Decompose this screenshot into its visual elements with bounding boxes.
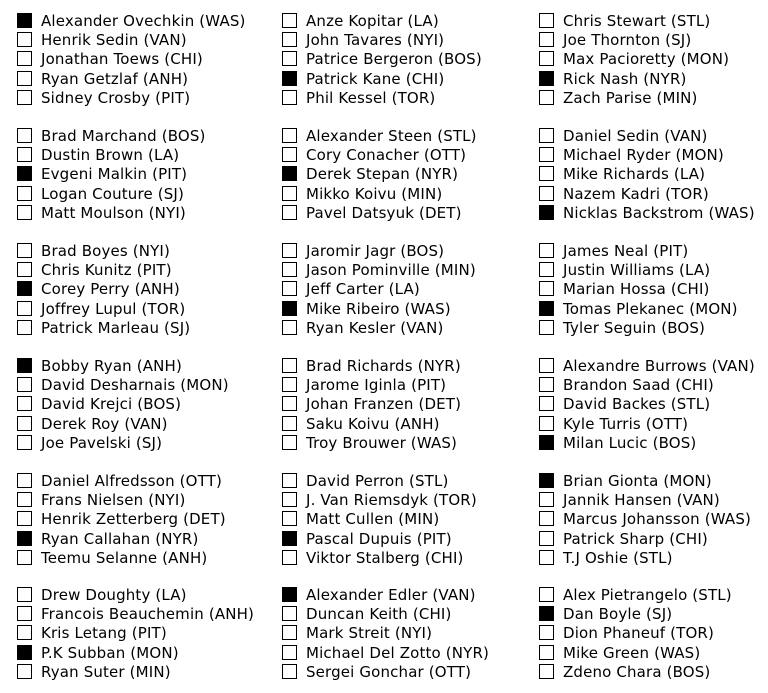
player-group [17,12,257,112]
player-label: Nazem Kadri (TOR) [563,184,709,203]
checkbox[interactable] [282,396,297,411]
player-group [539,357,768,457]
checkbox[interactable] [17,243,32,258]
checkbox[interactable] [539,320,554,335]
checkbox[interactable] [282,664,297,679]
player-label: Dustin Brown (LA) [41,146,180,165]
checkbox[interactable] [17,396,32,411]
checkbox[interactable] [539,243,554,258]
checkbox[interactable] [539,358,554,373]
checkbox[interactable] [17,51,32,66]
player-label: Henrik Sedin (VAN) [41,31,187,50]
player-label: David Desharnais (MON) [41,376,229,395]
checkbox[interactable] [17,186,32,201]
player-label: Bobby Ryan (ANH) [41,357,182,375]
player-label: Kris Letang (PIT) [41,624,167,643]
checkbox[interactable] [17,358,32,373]
checkbox[interactable] [17,301,32,316]
player-label: Sidney Crosby (PIT) [41,88,191,107]
checkbox[interactable] [282,320,297,335]
checkbox[interactable] [539,128,554,143]
player-label: Alex Pietrangelo (STL) [563,586,732,604]
checkbox[interactable] [539,435,554,450]
player-label: Logan Couture (SJ) [41,184,184,203]
checkbox[interactable] [539,166,554,181]
player-label: Brad Marchand (BOS) [41,127,206,145]
player-label: Max Pacioretty (MON) [563,50,730,69]
checkbox[interactable] [17,281,32,296]
player-label: James Neal (PIT) [563,242,689,260]
player-label: Derek Roy (VAN) [41,414,168,433]
player-label: Zach Parise (MIN) [563,88,698,107]
checkbox[interactable] [17,71,32,86]
player-label: Jaromir Jagr (BOS) [306,242,445,260]
checkbox[interactable] [539,645,554,660]
player-label: Patrick Sharp (CHI) [563,529,708,548]
checkbox[interactable] [17,32,32,47]
checkbox[interactable] [539,281,554,296]
checkbox[interactable] [282,243,297,258]
checkbox[interactable] [282,531,297,546]
player-group [282,472,522,572]
player-label: Mike Green (WAS) [563,643,701,662]
player-label: Johan Franzen (DET) [306,395,462,414]
checkbox[interactable] [17,645,32,660]
player-label: Dion Phaneuf (TOR) [563,624,715,643]
player-label: J. Van Riemsdyk (TOR) [306,491,477,510]
player-label: Patrice Bergeron (BOS) [306,50,482,69]
player-label: Justin Williams (LA) [563,261,711,280]
checkbox[interactable] [17,473,32,488]
player-group [539,586,768,686]
checkbox[interactable] [539,71,554,86]
checkbox[interactable] [17,511,32,526]
checkbox[interactable] [539,51,554,66]
player-label: Tomas Plekanec (MON) [563,299,738,318]
checkbox[interactable] [282,301,297,316]
checkbox[interactable] [539,587,554,602]
checkbox[interactable] [17,90,32,105]
checkbox[interactable] [282,51,297,66]
checkbox[interactable] [282,32,297,47]
player-label: Marian Hossa (CHI) [563,280,710,299]
player-label: Pavel Datsyuk (DET) [306,203,462,222]
checkbox[interactable] [282,281,297,296]
player-group [539,127,768,227]
player-label: Matt Moulson (NYI) [41,203,186,222]
player-label: Phil Kessel (TOR) [306,88,436,107]
player-label: Matt Cullen (MIN) [306,510,440,529]
player-label: Anze Kopitar (LA) [306,12,439,30]
player-group [17,242,257,342]
player-label: Mikko Koivu (MIN) [306,184,443,203]
player-group [539,472,768,572]
player-label: Alexandre Burrows (VAN) [563,357,755,375]
player-group [539,242,768,342]
player-label: David Krejci (BOS) [41,395,182,414]
checkbox[interactable] [539,396,554,411]
player-label: Dan Boyle (SJ) [563,605,673,624]
checkbox[interactable] [282,166,297,181]
player-group [282,242,522,342]
player-label: Chris Stewart (STL) [563,12,711,30]
player-label: Cory Conacher (OTT) [306,146,467,165]
checkbox[interactable] [282,262,297,277]
player-group [282,586,522,686]
checkbox[interactable] [282,511,297,526]
player-label: Teemu Selanne (ANH) [41,548,208,567]
checkbox[interactable] [17,606,32,621]
player-label: Alexander Steen (STL) [306,127,477,145]
checkbox[interactable] [539,531,554,546]
checkbox[interactable] [17,166,32,181]
checkbox[interactable] [17,625,32,640]
checkbox[interactable] [17,320,32,335]
checkbox[interactable] [17,435,32,450]
player-label: Alexander Ovechkin (WAS) [41,12,246,30]
player-label: Jarome Iginla (PIT) [306,376,447,395]
checkbox[interactable] [17,550,32,565]
checkbox[interactable] [282,71,297,86]
player-label: Corey Perry (ANH) [41,280,180,299]
player-label: Ryan Callahan (NYR) [41,529,199,548]
checkbox[interactable] [17,587,32,602]
checkbox[interactable] [539,511,554,526]
player-label: Chris Kunitz (PIT) [41,261,172,280]
checkbox[interactable] [282,90,297,105]
player-label: Brandon Saad (CHI) [563,376,714,395]
player-label: David Backes (STL) [563,395,711,414]
checkbox[interactable] [17,262,32,277]
player-label: Alexander Edler (VAN) [306,586,476,604]
player-label: Patrick Kane (CHI) [306,69,445,88]
checkbox[interactable] [17,13,32,28]
checkbox[interactable] [539,664,554,679]
player-label: P.K Subban (MON) [41,643,179,662]
checkbox[interactable] [539,625,554,640]
player-group [282,357,522,457]
player-label: Ryan Kesler (VAN) [306,318,444,337]
checkbox[interactable] [539,186,554,201]
player-label: Ryan Getzlaf (ANH) [41,69,189,88]
player-label: Jonathan Toews (CHI) [41,50,203,69]
checkbox[interactable] [17,377,32,392]
checkbox[interactable] [539,13,554,28]
player-label: Ryan Suter (MIN) [41,662,171,681]
checkbox[interactable] [282,186,297,201]
checkbox[interactable] [17,416,32,431]
player-label: Sergei Gonchar (OTT) [306,662,472,681]
player-label: Francois Beauchemin (ANH) [41,605,255,624]
player-label: Patrick Marleau (SJ) [41,318,191,337]
checkbox[interactable] [282,473,297,488]
checkbox[interactable] [17,531,32,546]
checkbox[interactable] [539,473,554,488]
player-label: Jason Pominville (MIN) [306,261,476,280]
checkbox[interactable] [282,625,297,640]
checkbox[interactable] [539,492,554,507]
player-label: Pascal Dupuis (PIT) [306,529,452,548]
player-label: Daniel Sedin (VAN) [563,127,708,145]
checkbox[interactable] [539,416,554,431]
player-label: Michael Ryder (MON) [563,146,724,165]
checkbox[interactable] [539,301,554,316]
checkbox[interactable] [282,205,297,220]
player-label: Kyle Turris (OTT) [563,414,689,433]
player-label: Zdeno Chara (BOS) [563,662,711,681]
player-group [282,127,522,227]
player-label: Jeff Carter (LA) [306,280,420,299]
checkbox[interactable] [17,205,32,220]
player-group [17,127,257,227]
checkbox[interactable] [282,435,297,450]
checkbox[interactable] [539,377,554,392]
player-group [282,12,522,112]
checkbox[interactable] [17,492,32,507]
player-label: Mike Ribeiro (WAS) [306,299,451,318]
player-label: Joffrey Lupul (TOR) [41,299,186,318]
player-label: Mike Richards (LA) [563,165,706,184]
player-label: Frans Nielsen (NYI) [41,491,186,510]
player-label: Brad Boyes (NYI) [41,242,171,260]
player-group [17,586,257,686]
checkbox[interactable] [539,550,554,565]
checkbox[interactable] [539,147,554,162]
checkbox[interactable] [282,147,297,162]
checkbox[interactable] [539,90,554,105]
player-label: Viktor Stalberg (CHI) [306,548,464,567]
player-group [539,12,768,112]
player-label: Derek Stepan (NYR) [306,165,459,184]
checkbox[interactable] [282,358,297,373]
player-label: T.J Oshie (STL) [563,548,673,567]
checkbox[interactable] [539,262,554,277]
player-label: Marcus Johansson (WAS) [563,510,751,529]
player-label: Brad Richards (NYR) [306,357,461,375]
player-label: Nicklas Backstrom (WAS) [563,203,755,222]
player-label: Milan Lucic (BOS) [563,433,697,452]
player-group [17,357,257,457]
player-label: Evgeni Malkin (PIT) [41,165,188,184]
checkbox[interactable] [282,606,297,621]
player-label: Brian Gionta (MON) [563,472,712,490]
checkbox[interactable] [539,205,554,220]
checkbox[interactable] [539,32,554,47]
checkbox[interactable] [282,645,297,660]
checkbox[interactable] [282,13,297,28]
player-label: Joe Pavelski (SJ) [41,433,163,452]
checkbox[interactable] [539,606,554,621]
checkbox[interactable] [17,664,32,679]
player-label: Saku Koivu (ANH) [306,414,440,433]
player-group [17,472,257,572]
player-label: Daniel Alfredsson (OTT) [41,472,222,490]
checkbox[interactable] [282,550,297,565]
player-label: Tyler Seguin (BOS) [563,318,706,337]
checkbox[interactable] [17,128,32,143]
checkbox[interactable] [282,377,297,392]
checkbox[interactable] [282,492,297,507]
checkbox[interactable] [282,128,297,143]
player-label: John Tavares (NYI) [306,31,445,50]
player-label: Mark Streit (NYI) [306,624,433,643]
checkbox[interactable] [282,587,297,602]
player-label: Jannik Hansen (VAN) [563,491,720,510]
checkbox[interactable] [282,416,297,431]
player-label: Rick Nash (NYR) [563,69,687,88]
player-label: Troy Brouwer (WAS) [306,433,458,452]
player-label: Drew Doughty (LA) [41,586,187,604]
player-label: Michael Del Zotto (NYR) [306,643,490,662]
player-label: Duncan Keith (CHI) [306,605,452,624]
player-label: Henrik Zetterberg (DET) [41,510,226,529]
player-label: David Perron (STL) [306,472,449,490]
player-label: Joe Thornton (SJ) [563,31,692,50]
checkbox[interactable] [17,147,32,162]
